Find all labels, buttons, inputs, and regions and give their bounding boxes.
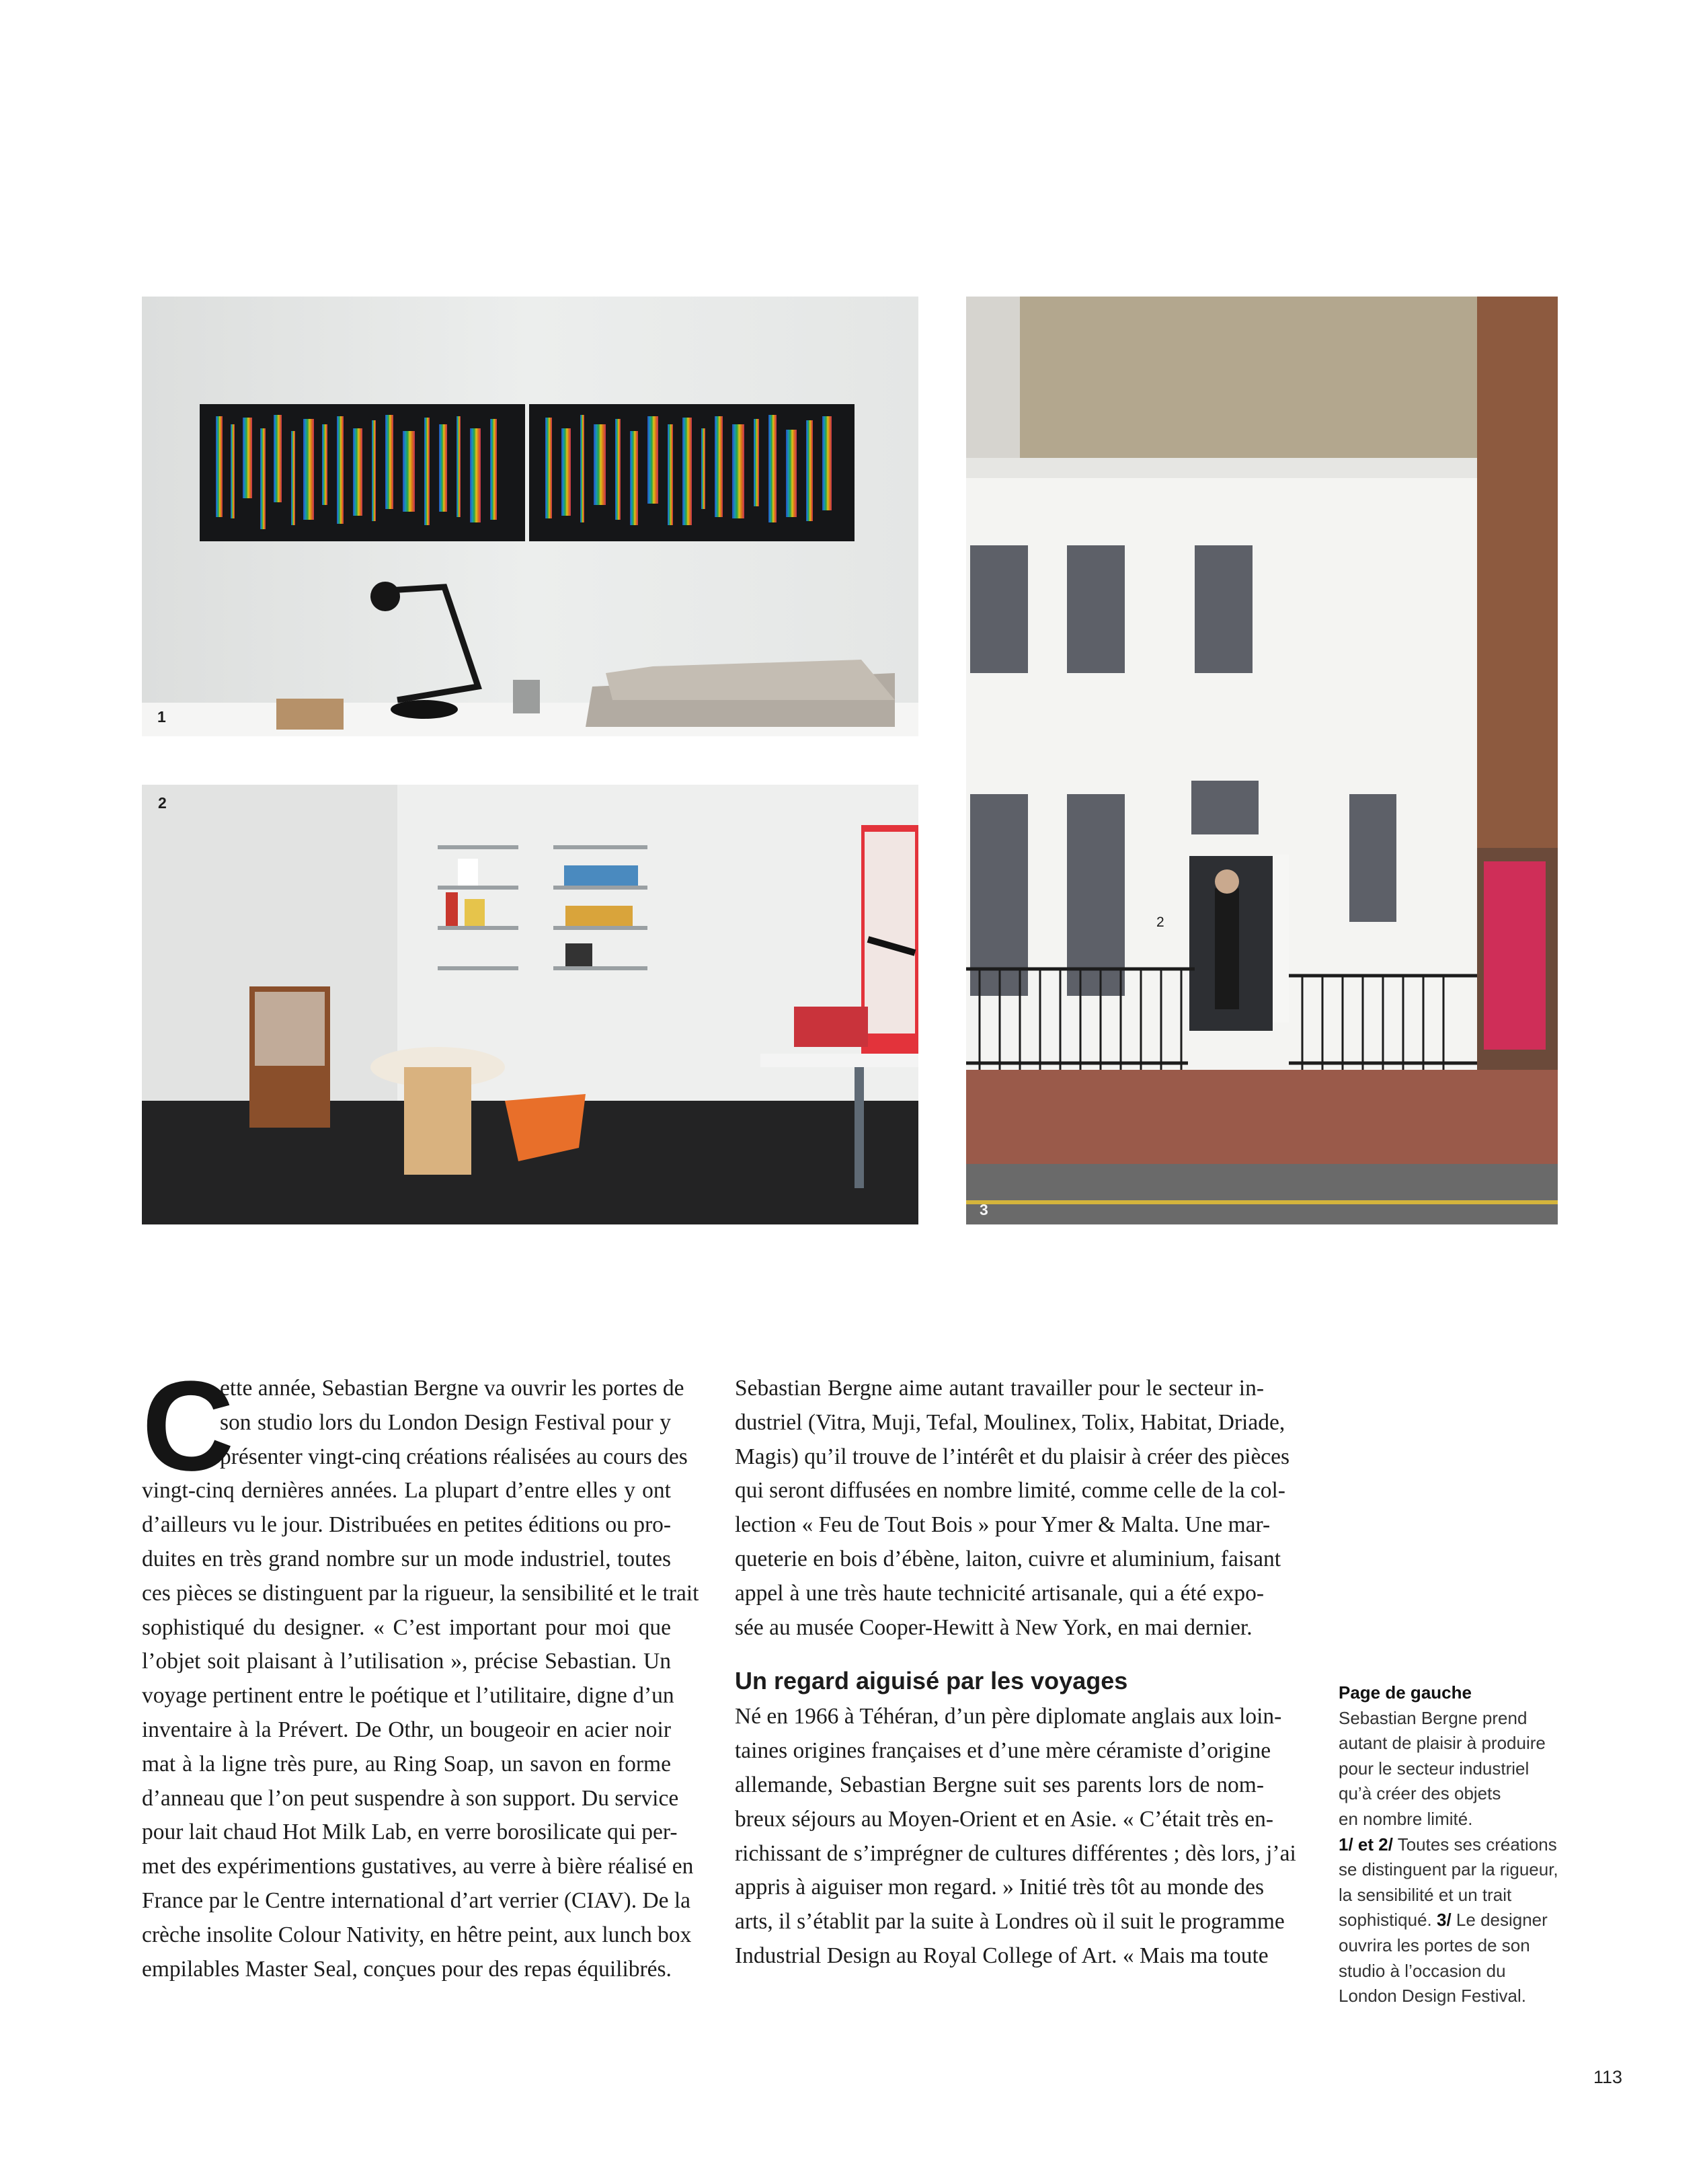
photo-3-door-number: 2 [1156,914,1164,930]
caption-line: pour le secteur industriel [1339,1758,1530,1779]
caption-line: ouvrira les portes de son [1339,1935,1530,1955]
body-line: sophistiqué du designer. « C’est important pour moi que [142,1614,671,1640]
body-line: sée au musée Cooper-Hewitt à New York, en mai dernier. [735,1614,1253,1640]
body-line: ces pièces se distinguent par la rigueur, la sensibilité et le trait [142,1580,699,1606]
caption-line: London Design Festival. [1339,1986,1526,2006]
article-column-1 [142,1355,699,1986]
body-line: appel à une très haute technicité artisanale, qui a été expo- [735,1580,1264,1606]
caption-line: en nombre limité. [1339,1808,1473,1829]
drop-cap: C [142,1355,235,1497]
caption-line: autant de plaisir à produire [1339,1733,1546,1754]
article-column-2 [735,1372,1296,1974]
body-line: ette année, Sebastian Bergne va ouvrir les portes de [220,1376,684,1401]
caption-ref-1-2: 1/ et 2/ [1339,1834,1393,1855]
body-line: inventaire à la Prévert. De Othr, un bougeoir en acier noir [142,1717,671,1742]
body-line: France par le Centre international d’art verrier (CIAV). De la [142,1887,691,1913]
caption-line: qu’à créer des objets [1339,1783,1501,1804]
caption-line: Sebastian Bergne prend [1339,1707,1527,1728]
body-line: dustriel (Vitra, Muji, Tefal, Moulinex, Tolix, Habitat, Driade, [735,1409,1285,1435]
caption-line: la sensibilité et un trait [1339,1884,1512,1905]
caption-line: se distinguent par la rigueur, [1339,1859,1558,1880]
body-line: présenter vingt-cinq créations réalisées au cours des [220,1444,688,1469]
body-line: allemande, Sebastian Bergne suit ses parents lors de nom- [735,1772,1264,1797]
photo-3-studio-facade [966,297,1558,1224]
caption-line: studio à l’occasion du [1339,1960,1506,1981]
body-line: son studio lors du London Design Festival pour y [220,1409,671,1435]
caption-title: Page de gauche [1339,1682,1472,1703]
body-line: Sebastian Bergne aime autant travailler pour le secteur in- [735,1376,1264,1401]
body-line: richissant de s’imprégner de cultures différentes ; dès lors, j’ai [735,1840,1296,1866]
body-line: Né en 1966 à Téhéran, d’un père diplomate anglais aux loin- [735,1704,1282,1729]
body-line: empilables Master Seal, conçues pour des repas équilibrés. [142,1956,672,1982]
body-line: Industrial Design au Royal College of Art. « Mais ma toute [735,1943,1269,1968]
body-line: d’ailleurs vu le jour. Distribuées en petites éditions ou pro- [142,1512,672,1538]
caption-line: sophistiqué. [1339,1910,1432,1930]
section-subheading: Un regard aiguisé par les voyages [735,1667,1128,1695]
body-line: l’objet soit plaisant à l’utilisation », précise Sebastian. Un [142,1649,671,1674]
photo-2-number: 2 [158,794,167,812]
body-line: met des expérimentions gustatives, au verre à bière réalisé en [142,1854,694,1879]
caption-line: Le designer [1456,1910,1548,1930]
body-line: taines origines françaises et d’une mère céramiste d’origine [735,1738,1271,1764]
photo-1-number: 1 [157,708,166,726]
caption-ref-3: 3/ [1437,1910,1452,1930]
body-line: crèche insolite Colour Nativity, en hêtre peint, aux lunch box [142,1922,692,1947]
photo-3-number: 3 [980,1201,988,1218]
body-line: pour lait chaud Hot Milk Lab, en verre borosilicate qui per- [142,1820,678,1845]
caption-line: Toutes ses créations [1397,1834,1557,1855]
body-line: d’anneau que l’on peut suspendre à son support. Du service [142,1785,679,1811]
photo-2-studio-interior [142,785,918,1224]
body-line: queterie en bois d’ébène, laiton, cuivre et aluminium, faisant [735,1546,1281,1571]
body-line: mat à la ligne très pure, au Ring Soap, un savon en forme [142,1751,671,1777]
body-line: appris à aiguiser mon regard. » Initié très tôt au monde des [735,1875,1265,1900]
body-line: duites en très grand nombre sur un mode industriel, toutes [142,1546,671,1571]
page-number: 113 [1593,2067,1623,2087]
body-line: breux séjours au Moyen-Orient et en Asie. « C’était très en- [735,1806,1273,1832]
body-line: Magis) qu’il trouve de l’intérêt et du plaisir à créer des pièces [735,1444,1290,1469]
photo-1-studio-wall [142,297,918,736]
body-line: arts, il s’établit par la suite à Londres où il suit le programme [735,1909,1285,1935]
body-line: lection « Feu de Tout Bois » pour Ymer & Malta. Une mar- [735,1512,1271,1538]
photo-caption [1339,1680,1594,2009]
body-line: qui seront diffusées en nombre limité, comme celle de la col- [735,1478,1285,1504]
body-line: voyage pertinent entre le poétique et l’utilitaire, digne d’un [142,1683,674,1709]
body-line: vingt-cinq dernières années. La plupart d’entre elles y ont [142,1478,671,1504]
